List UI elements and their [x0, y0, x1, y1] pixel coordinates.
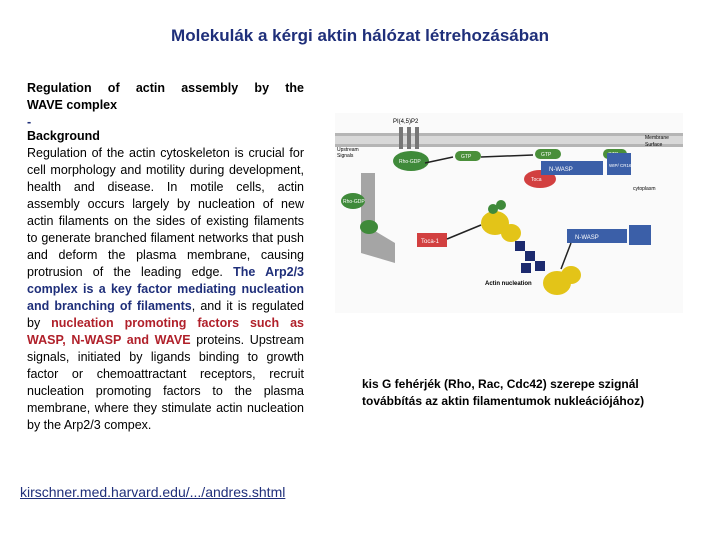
actin-bead-2	[496, 200, 506, 210]
gtp-small-blob	[360, 220, 378, 234]
wip-box-bottom	[629, 225, 651, 245]
rho-gdp-label-1: Rho-GDP	[399, 159, 421, 165]
pathway-diagram	[335, 113, 683, 313]
membrane-inner	[335, 136, 683, 144]
nwasp-label-2: N-WASP	[575, 235, 599, 241]
paragraph-part-1: Regulation of the actin cytoskeleton is crucial for cell morphology and motility during development, health and disease. In motile cells, actin assembly occurs largely by nucleation of new actin filaments on the sides of existing filaments to generate branched filament networks that push and deform the plasma membrane, causing protrusion of the leading edge.	[27, 146, 304, 279]
actin-cube-2	[525, 251, 535, 261]
signals-label: Signals	[337, 153, 354, 159]
grey-adaptor-shape	[361, 173, 395, 263]
cytoplasm-label: cytoplasm	[633, 186, 656, 192]
source-link[interactable]: kirschner.med.harvard.edu/.../andres.shtml	[20, 484, 286, 500]
rho-gdp-label-2: Rho-GDP	[343, 199, 365, 205]
slide-title: Molekulák a kérgi aktin hálózat létrehozásában	[171, 26, 549, 45]
wip-label: WIP/ CR16	[609, 163, 632, 168]
arrow-3	[447, 225, 481, 239]
actin-cube-3	[535, 261, 545, 271]
arrow-1	[425, 157, 453, 163]
paragraph-part-3: proteins. Upstream signals, initiated by ligands binding to growth factor or chemoattractant receptors, recruit nucleation promoting factors to the plasma membrane, where they stimulate actin nucleation by the Arp2/3 compex.	[27, 333, 304, 432]
spacer-marker: -	[27, 115, 32, 129]
nwasp-label-1: N-WASP	[549, 167, 573, 173]
arp23-blob-2	[501, 224, 521, 242]
gtp-label-1: GTP	[461, 154, 472, 160]
gtp-label-2: GTP	[541, 152, 552, 158]
arrow-4	[561, 243, 571, 269]
actin-nucleation-label: Actin nucleation	[485, 281, 532, 287]
left-text-column	[27, 80, 304, 434]
membrane-label: Membrane	[645, 135, 669, 141]
receptor-stalk-1	[399, 127, 403, 149]
receptor-stalk-3	[415, 127, 419, 149]
toca-label: Toca	[531, 177, 542, 183]
actin-cube-1	[515, 241, 525, 251]
subheading-line-1: Regulation of actin assembly by the	[27, 81, 304, 95]
receptor-stalk-2	[407, 127, 411, 149]
surface-label: Surface	[645, 142, 663, 148]
upstream-label: Upstream	[337, 147, 359, 153]
arp23-blob-4	[561, 266, 581, 284]
wave-pathway-figure	[335, 113, 683, 313]
arrow-2	[481, 155, 533, 157]
actin-cube-4	[521, 263, 531, 273]
background-label: Background	[27, 129, 100, 143]
toca1-label: Toca-1	[421, 239, 440, 245]
subheading-line-2: WAVE complex	[27, 98, 118, 112]
background-paragraph	[27, 145, 304, 434]
npf-highlight: nucleation promoting factors such as WASP, N-WASP and WAVE	[27, 316, 304, 347]
arp23-highlight: The Arp2/3 complex is a key factor mediating nucleation and branching of filaments	[27, 265, 304, 313]
paragraph-part-2: , and it is regulated by	[27, 299, 304, 330]
pip-label: PI(4,5)P2	[393, 119, 419, 125]
figure-caption: kis G fehérjék (Rho, Rac, Cdc42) szerepe szignál továbbítás az aktin filamentumok nukleációjához)	[362, 377, 645, 408]
